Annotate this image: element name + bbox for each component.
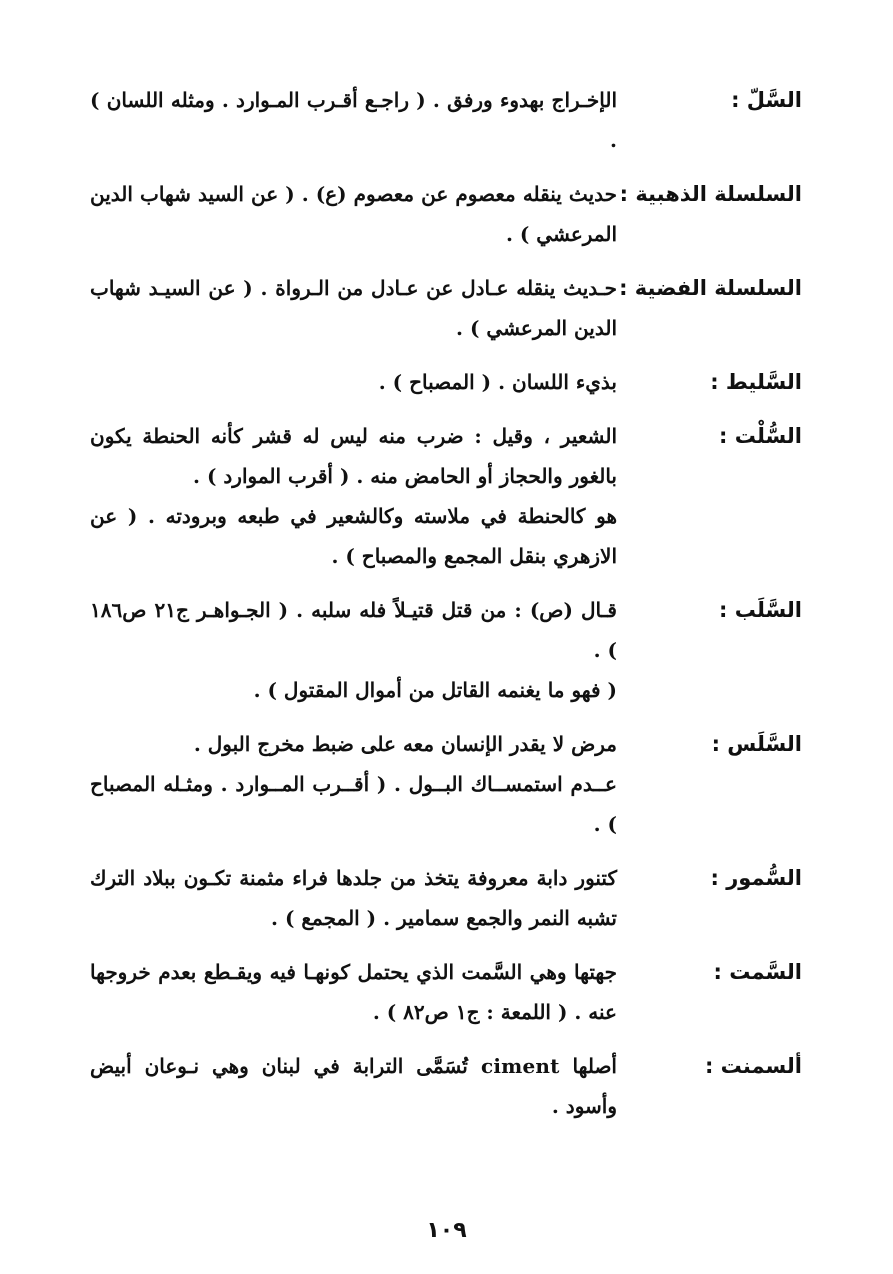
definition-text: حديث ينقله معصوم عن معصوم (ع) . ( عن السيد شهاب الدين المرعشي ) . [90,182,617,246]
definition-text: حـديث ينقله عـادل عن عـادل من الـرواة . ( عن السيـد شهاب الدين المرعشي ) . [90,276,617,340]
entry-definitions [90,174,617,254]
definition-text: جهتها وهي السَّمت الذي يحتمل كونهـا فيه ويقـطع بعدم خروجها عنه . ( اللمعة : ج١ ص٨٢ ) . [90,960,617,1024]
glossary-entry [90,416,802,576]
definition-text: مرض لا يقدر الإنسان معه على ضبط مخرج البول . [193,732,617,756]
entry-term: السلسلة الذهبية : [619,182,802,206]
glossary-entry [90,268,802,348]
glossary-entries [90,80,802,1140]
entry-term: السَّلَس : [711,732,802,756]
entry-definitions [90,858,617,938]
glossary-entry [90,724,802,844]
entry-definitions [90,416,617,576]
entry-term: السَّليط : [710,370,802,394]
definition-text: أصلها ciment تُسَمَّى الترابة في لبنان وهي نـوعان أبيض وأسود . [90,1054,617,1118]
entry-definitions [90,952,617,1032]
entry-definitions [90,362,617,402]
definition-text: الإخـراج بهدوء ورفق . ( راجـع أقـرب المـوارد . ومثله اللسان ) . [90,88,617,152]
entry-definitions [90,80,617,160]
glossary-entry [90,80,802,160]
entry-definitions [90,590,617,710]
entry-term: السَّمت : [713,960,802,984]
glossary-entry [90,1046,802,1126]
entry-term: السَّلَب : [719,598,802,622]
entry-definitions [90,1046,617,1126]
definition-text: الشعير ، وقيل : ضرب منه ليس له قشر كأنه الحنطة يكون بالغور والحجاز أو الحامض منه . ( أقرب الموارد ) . [90,424,617,488]
definition-text: بذيء اللسان . ( المصباح ) . [378,370,617,394]
entry-term: السُّمور : [710,866,802,890]
entry-definitions [90,724,617,844]
glossary-entry [90,174,802,254]
glossary-entry [90,590,802,710]
entry-term: ألسمنت : [704,1054,802,1078]
entry-definitions [90,268,617,348]
definition-text: ( فهو ما يغنمه القاتل من أموال المقتول ) . [253,678,617,702]
glossary-entry [90,858,802,938]
definition-text: هو كالحنطة في ملاسته وكالشعير في طبعه وبرودته . ( عن الازهري بنقل المجمع والمصباح ) . [90,504,617,568]
glossary-entry [90,952,802,1032]
entry-term: السلسلة الفضية : [619,276,802,300]
entry-term: السُّلْت : [719,424,802,448]
glossary-entry [90,362,802,402]
entry-term: السَّلّ : [731,88,802,112]
definition-text: عــدم استمســاك البــول . ( أقــرب المــوارد . ومثـله المصباح ) . [90,772,617,836]
definition-text: كتنور دابة معروفة يتخذ من جلدها فراء مثمنة تكـون ببلاد الترك تشبه النمر والجمع سمامير . ( المجمع ) . [90,866,617,930]
definition-text: قـال (ص) : من قتل قتيـلاً فله سلبه . ( الجـواهـر ج٢١ ص١٨٦ ) . [90,598,617,662]
page-number: ١٠٩ [426,1218,467,1243]
